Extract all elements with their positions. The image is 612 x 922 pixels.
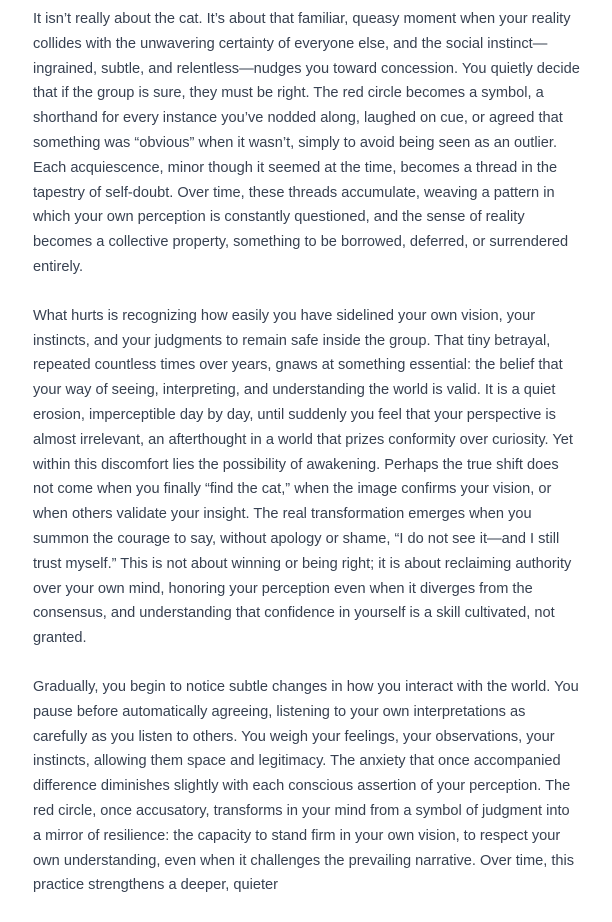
paragraph: What hurts is recognizing how easily you have sidelined your own vision, your instincts, and your judgments to remain safe inside the group. That tiny betrayal, repeated countless times over years, gnaws at something essential: the belief that your way of seeing, interpreting, and understanding the world is valid. It is a quiet erosion, imperceptible day by day, until suddenly you feel that your perspective is almost irrelevant, an afterthought in a world that prizes conformity over curiosity. Yet within this discomfort lies the possibility of awakening. Perhaps the true shift does not come when you finally “find the cat,” when the image confirms your vision, or when others validate your insight. The real transformation emerges when you summon the courage to say, without apology or shame, “I do not see it—and I still trust myself.” This is not about winning or being right; it is about reclaiming authority over your own mind, honoring your perception even when it diverges from the consensus, and understanding that confidence in yourself is a skill cultivated, not granted. <box>33 307 573 647</box>
paragraph: Gradually, you begin to notice subtle changes in how you interact with the world. You pause before automatically agreeing, listening to your own interpretations as carefully as you listen to others. You weigh your feelings, your observations, your instincts, allowing them space and legitimacy. The anxiety that once accompanied difference diminishes slightly with each conscious assertion of your perception. The red circle, once accusatory, transforms in your mind from a symbol of judgment into a mirror of resilience: the capacity to stand firm in your own vision, to respect your own understanding, even when it challenges the prevailing narrative. Over time, this practice strengthens a deeper, quieter <box>33 678 579 894</box>
scrollbar[interactable] <box>606 0 612 893</box>
article-body <box>33 7 581 922</box>
paragraph: It isn’t really about the cat. It’s about that familiar, queasy moment when your reality collides with the unwavering certainty of everyone else, and the social instinct—ingrained, subtle, and relentless—nudges you toward concession. You quietly decide that if the group is sure, they must be right. The red circle becomes a symbol, a shorthand for every instance you’ve nodded along, laughed on cue, or agreed that something was “obvious” when it wasn’t, simply to avoid being seen as an outlier. Each acquiescence, minor though it seemed at the time, becomes a thread in the tapestry of self-doubt. Over time, these threads accumulate, weaving a pattern in which your own perception is constantly questioned, and the sense of reality becomes a collective property, something to be borrowed, deferred, or surrendered entirely. <box>33 11 580 275</box>
